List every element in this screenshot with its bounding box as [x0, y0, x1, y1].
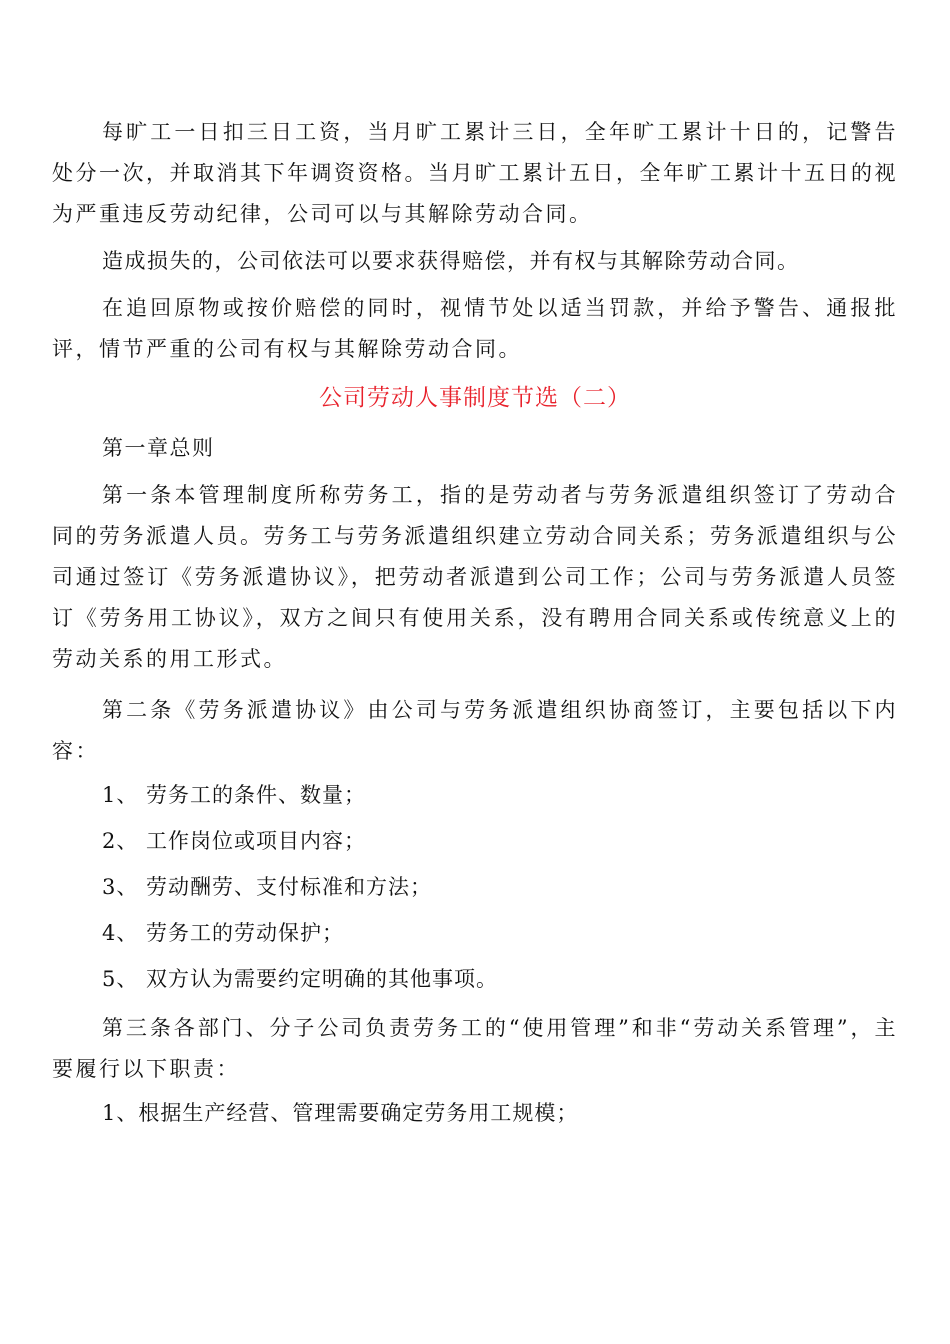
article-2: 第二条《劳务派遣协议》由公司与劳务派遣组织协商签订，主要包括以下内容： — [52, 698, 898, 763]
article-2-item: 1、 劳务工的条件、数量； — [102, 783, 367, 807]
paragraph-recovery-penalty: 在追回原物或按价赔偿的同时，视情节处以适当罚款，并给予警告、通报批评，情节严重的公司有权与其解除劳动合同。 — [52, 296, 898, 361]
article-2-item: 4、 劳务工的劳动保护； — [102, 921, 345, 945]
article-3-item: 1、根据生产经营、管理需要确定劳务用工规模； — [102, 1101, 579, 1125]
article-2-item: 3、 劳动酬劳、支付标准和方法； — [102, 875, 433, 899]
article-1: 第一条本管理制度所称劳务工，指的是劳动者与劳务派遣组织签订了劳动合同的劳务派遣人员。劳务工与劳务派遣组织建立劳动合同关系；劳务派遣组织与公司通过签订《劳务派遣协议》，把劳动者派遣到公司工作；公司与劳务派遣人员签订《劳务用工协议》，双方之间只有使用关系，没有聘用合同关系或传统意义上的劳动关系的用工形式。 — [52, 483, 898, 671]
paragraph-absence-penalty: 每旷工一日扣三日工资，当月旷工累计三日，全年旷工累计十日的，记警告处分一次，并取消其下年调资资格。当月旷工累计五日，全年旷工累计十五日的视为严重违反劳动纪律，公司可以与其解除劳动合同。 — [52, 120, 898, 226]
document-page — [52, 112, 898, 1136]
article-2-item: 2、 工作岗位或项目内容； — [102, 829, 367, 853]
article-2-item: 5、 双方认为需要约定明确的其他事项。 — [102, 967, 499, 991]
document-title: 公司劳动人事制度节选（二） — [319, 385, 631, 411]
article-3: 第三条各部门、分子公司负责劳务工的“使用管理”和非“劳动关系管理”，主要履行以下职责： — [52, 1016, 898, 1081]
chapter-heading: 第一章总则 — [102, 436, 215, 460]
paragraph-loss-compensation: 造成损失的，公司依法可以要求获得赔偿，并有权与其解除劳动合同。 — [102, 249, 800, 273]
